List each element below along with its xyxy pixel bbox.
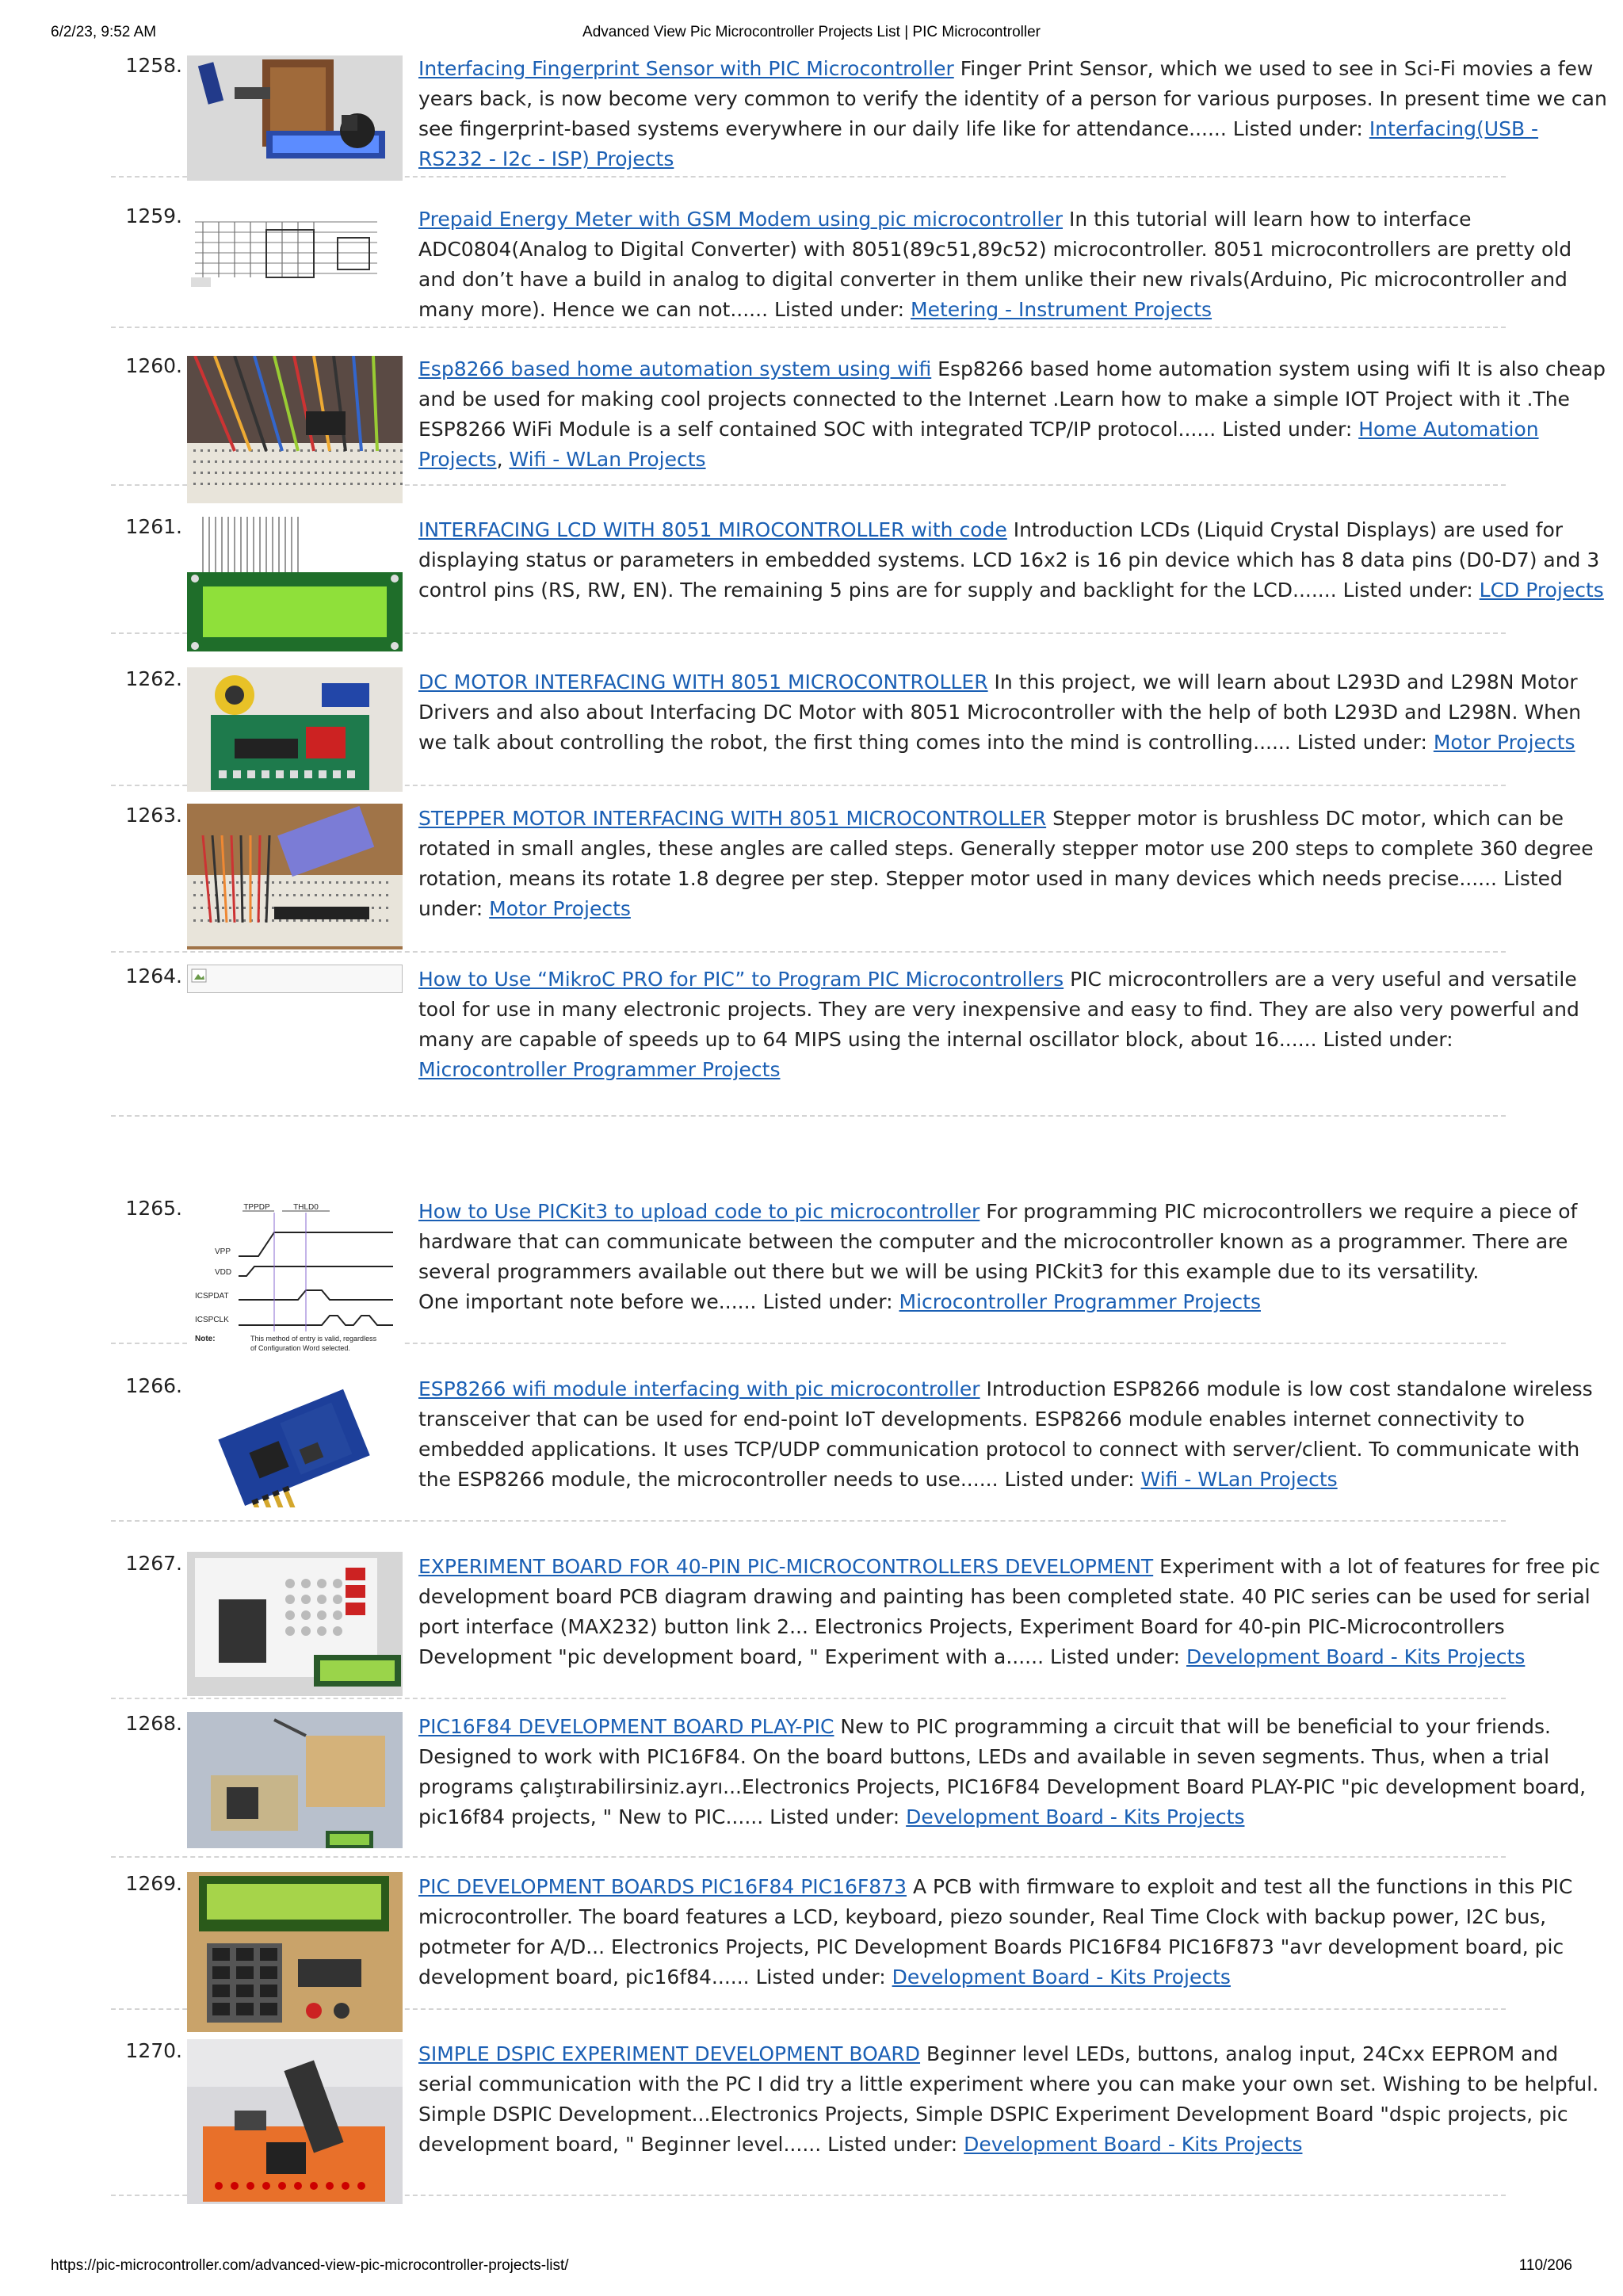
project-title-link[interactable]: INTERFACING LCD WITH 8051 MIROCONTROLLER with code: [418, 518, 1007, 541]
project-description: Introduction ESP8266 module is low cost standalone wireless transceiver that can be used for end-point IoT developments. ESP8266 module enables internet connectivity to embedded applications. It uses TCP/UDP communication protocol to connect with server/client. To communicate with the ESP8266 module, the microcontroller needs to use......: [418, 1377, 1593, 1491]
project-thumbnail[interactable]: [187, 804, 403, 949]
entry-number: 1260.: [125, 354, 182, 377]
project-title-link[interactable]: How to Use PICKit3 to upload code to pic microcontroller: [418, 1200, 980, 1223]
project-description: Introduction LCDs (Liquid Crystal Displays) are used for displaying status or parameters in embedded systems. LCD 16x2 is 16 pin device which has 8 data pins (D0-D7) and 3 control pins (RS, RW, EN). The remaining 5 pins are for supply and backlight for the LCD.......: [418, 518, 1600, 602]
entry-number: 1267.: [125, 1552, 182, 1575]
listed-under-label: Listed under:: [756, 1290, 899, 1313]
category-link[interactable]: Motor Projects: [489, 897, 631, 920]
entry-number: 1266.: [125, 1374, 182, 1397]
listed-under-label: Listed under:: [768, 298, 911, 321]
project-title-link[interactable]: How to Use “MikroC PRO for PIC” to Program PIC Microcontrollers: [418, 968, 1064, 991]
project-description-continued: One important note before we......: [418, 1290, 757, 1313]
print-url: https://pic-microcontroller.com/advanced-view-pic-microcontroller-projects-list/: [51, 2257, 569, 2274]
category-link[interactable]: Wifi - WLan Projects: [509, 448, 706, 471]
category-link[interactable]: LCD Projects: [1479, 579, 1604, 602]
entry-text: [418, 2039, 1607, 2160]
project-entry: [111, 1712, 1587, 1858]
project-entry: [111, 2039, 1599, 2196]
entry-text: [418, 1374, 1607, 1495]
project-description: In this project, we will learn about L293D and L298N Motor Drivers and also about Interfacing DC Motor with 8051 Microcontroller with the help of both L293D and L298N. When we talk about controlling the robot, the first thing comes into the mind is controlling......: [418, 670, 1582, 754]
project-description: For programming PIC microcontrollers we require a piece of hardware that can communicate between the computer and the microcontroller known as a programmer. There are several programmers available out there but we will be using PICkit3 for this example due to its versatility.: [418, 1200, 1578, 1283]
entry-number: 1259.: [125, 204, 182, 227]
print-datetime: 6/2/23, 9:52 AM: [51, 24, 157, 40]
timing-label-tpp: TPPDP: [243, 1203, 270, 1212]
print-footer: [0, 2257, 1623, 2289]
project-description: New to PIC programming a circuit that will be beneficial to your friends. Designed to work with PIC16F84. On the board buttons, LEDs and available in seven segments. Thus, when a trial programs çalıştırabilirsiniz.ayrı...Electronics Projects, PIC16F84 Development Board PLAY-PIC "pic development board, pic16f84 projects, " New to PIC......: [418, 1715, 1587, 1828]
entry-text: [418, 354, 1607, 475]
timing-label-icspdat: ICSPDAT: [195, 1292, 229, 1301]
project-description: Beginner level LEDs, buttons, analog input, 24Cxx EEPROM and serial communication with the PC I did try a little experiment where you can make your own set. Wishing to be helpful. Simple DSPIC Development...Electronics Projects, Simple DSPIC Experiment Development Board "dspic projects, pic development board, " Beginner level......: [418, 2042, 1599, 2156]
entry-number: 1258.: [125, 54, 182, 77]
project-entry: [111, 1374, 1593, 1522]
project-thumbnail[interactable]: [187, 1712, 403, 1848]
project-entry: [111, 204, 1572, 328]
project-title-link[interactable]: Prepaid Energy Meter with GSM Modem using pic microcontroller: [418, 208, 1064, 231]
project-thumbnail[interactable]: [187, 55, 403, 181]
timing-note-label: Note:: [195, 1335, 216, 1343]
project-title-link[interactable]: DC MOTOR INTERFACING WITH 8051 MICROCONTROLLER: [418, 670, 988, 693]
timing-label-icspclk: ICSPCLK: [195, 1316, 229, 1324]
category-link[interactable]: Home Automation Projects: [418, 418, 1539, 471]
category-link[interactable]: Development Board - Kits Projects: [964, 2133, 1303, 2156]
listed-under-label: Listed under:: [763, 1805, 907, 1828]
project-title-link[interactable]: Interfacing Fingerprint Sensor with PIC Microcontroller: [418, 57, 954, 80]
category-link[interactable]: Metering - Instrument Projects: [911, 298, 1212, 321]
project-thumbnail[interactable]: [187, 2039, 403, 2204]
print-page-number: 110/206: [1518, 2257, 1572, 2274]
entry-number: 1264.: [125, 965, 182, 988]
category-link[interactable]: Motor Projects: [1433, 731, 1575, 754]
listed-under-label: Listed under:: [418, 867, 1563, 920]
category-link[interactable]: Wifi - WLan Projects: [1140, 1468, 1338, 1491]
project-title-link[interactable]: PIC16F84 DEVELOPMENT BOARD PLAY-PIC: [418, 1715, 834, 1738]
timing-label-thld: THLD0: [293, 1203, 319, 1212]
project-entry: [111, 1872, 1573, 2010]
category-link[interactable]: Development Board - Kits Projects: [1186, 1645, 1526, 1668]
listed-under-label: Listed under:: [1336, 579, 1480, 602]
project-entry: [111, 1197, 1578, 1352]
entry-text: [418, 204, 1607, 325]
project-entry: [111, 1552, 1601, 1699]
project-title-link[interactable]: ESP8266 wifi module interfacing with pic microcontroller: [418, 1377, 980, 1400]
entry-text: [418, 1712, 1607, 1832]
project-entry: [111, 354, 1606, 486]
project-entry: [111, 965, 1579, 1117]
category-link[interactable]: Microcontroller Programmer Projects: [418, 1058, 781, 1081]
listed-under-label: Listed under:: [1226, 117, 1369, 140]
project-title-link[interactable]: PIC DEVELOPMENT BOARDS PIC16F84 PIC16F873: [418, 1875, 907, 1898]
project-description: Stepper motor is brushless DC motor, which can be rotated in small angles, these angles are called steps. Generally stepper motor use 200 steps to complete 360 degree rotation, means its rotate 1.8 degree per step. Stepper motor used in many devices which needs precise......: [418, 807, 1594, 890]
timing-label-vpp: VPP: [215, 1247, 231, 1256]
entry-number: 1265.: [125, 1197, 182, 1220]
project-thumbnail[interactable]: [187, 356, 403, 503]
entry-text: [418, 1872, 1607, 1992]
listed-under-label: Listed under:: [1044, 1645, 1187, 1668]
entry-number: 1268.: [125, 1712, 182, 1735]
project-description: Esp8266 based home automation system using wifi It is also cheap and be used for making cool projects connected to the Internet .Learn how to make a simple IOT Project with it .The ESP8266 WiFi Module is a self contained SOC with integrated TCP/IP protocol......: [418, 357, 1606, 441]
project-description: In this tutorial will learn how to interface ADC0804(Analog to Digital Converter) with 8051(89c51,89c52) microcontroller. 8051 microcontrollers are pretty old and don’t have a build in analog to digital converter in them unlike their new rivals(Arduino, Pic microcontroller and many more). Hence we can not......: [418, 208, 1572, 321]
project-thumbnail[interactable]: [187, 1872, 403, 2032]
entry-number: 1270.: [125, 2039, 182, 2062]
project-entry: [111, 804, 1594, 953]
project-description: Finger Print Sensor, which we used to see in Sci-Fi movies a few years back, is now become very common to verify the identity of a person for various purposes. In present time we can see fingerprint-based systems everywhere in our daily life like for attendance......: [418, 57, 1607, 140]
category-link[interactable]: Interfacing(USB - RS232 - I2c - ISP) Projects: [418, 117, 1539, 170]
listed-under-label: Listed under:: [1290, 731, 1434, 754]
entry-number: 1269.: [125, 1872, 182, 1895]
project-thumbnail[interactable]: [187, 517, 403, 651]
listed-under-label: Listed under:: [998, 1468, 1141, 1491]
listed-under-label: Listed under:: [749, 1966, 892, 1988]
entry-text: [418, 54, 1607, 174]
project-title-link[interactable]: SIMPLE DSPIC EXPERIMENT DEVELOPMENT BOARD: [418, 2042, 921, 2065]
print-page-title: Advanced View Pic Microcontroller Projects List | PIC Microcontroller: [582, 24, 1041, 40]
project-thumbnail[interactable]: [187, 1197, 403, 1355]
listed-under-label: Listed under:: [1316, 1028, 1453, 1051]
project-description: A PCB with firmware to exploit and test all the functions in this PIC microcontroller. The board features a LCD, keyboard, piezo sounder, Real Time Clock with backup power, I2C bus, potmeter for A/D... Electronics Projects, PIC Development Boards PIC16F84 PIC16F873 "avr development board, pic development board, pic16f84......: [418, 1875, 1573, 1988]
entry-text: [418, 965, 1607, 1085]
project-title-link[interactable]: Esp8266 based home automation system using wifi: [418, 357, 932, 380]
project-title-link[interactable]: EXPERIMENT BOARD FOR 40-PIN PIC-MICROCONTROLLERS DEVELOPMENT: [418, 1555, 1154, 1578]
project-thumbnail[interactable]: [187, 965, 403, 993]
entry-number: 1263.: [125, 804, 182, 827]
project-thumbnail[interactable]: [187, 1376, 403, 1507]
listed-under-label: Listed under:: [821, 2133, 964, 2156]
entry-number: 1262.: [125, 667, 182, 690]
project-thumbnail[interactable]: [187, 1552, 403, 1696]
timing-label-vdd: VDD: [215, 1268, 232, 1277]
project-description: PIC microcontrollers are a very useful and versatile tool for use in many electronic projects. They are very inexpensive and easy to find. They are also very powerful and many are capable of speeds up to 64 MIPS using the internal oscillator block, about 16......: [418, 968, 1579, 1051]
project-description: Experiment with a lot of features for free pic development board PCB diagram drawing and painting has been completed state. 40 PIC series can be used for serial port interface (MAX232) button link 2... Electronics Projects, Experiment Board for 40-pin PIC-Microcontrollers Development "pic development board, " Experiment with a......: [418, 1555, 1601, 1668]
project-thumbnail[interactable]: [187, 206, 403, 295]
entry-text: [418, 804, 1607, 924]
print-header: [0, 24, 1623, 55]
project-entry: [111, 54, 1607, 178]
entry-text: [418, 1197, 1607, 1317]
project-entry: [111, 667, 1582, 786]
entry-number: 1261.: [125, 515, 182, 538]
project-thumbnail[interactable]: [187, 667, 403, 792]
entry-text: [418, 1552, 1607, 1672]
listed-under-label: Listed under:: [1216, 418, 1359, 441]
timing-note-line1: This method of entry is valid, regardless: [250, 1335, 377, 1343]
category-link[interactable]: Development Board - Kits Projects: [892, 1966, 1231, 1988]
category-separator: ,: [496, 448, 510, 471]
entry-text: [418, 515, 1607, 606]
project-entry: [111, 515, 1604, 634]
category-link[interactable]: Development Board - Kits Projects: [906, 1805, 1245, 1828]
project-title-link[interactable]: STEPPER MOTOR INTERFACING WITH 8051 MICROCONTROLLER: [418, 807, 1047, 830]
timing-note-line2: of Configuration Word selected.: [250, 1344, 350, 1352]
category-link[interactable]: Microcontroller Programmer Projects: [899, 1290, 1261, 1313]
entry-text: [418, 667, 1607, 758]
